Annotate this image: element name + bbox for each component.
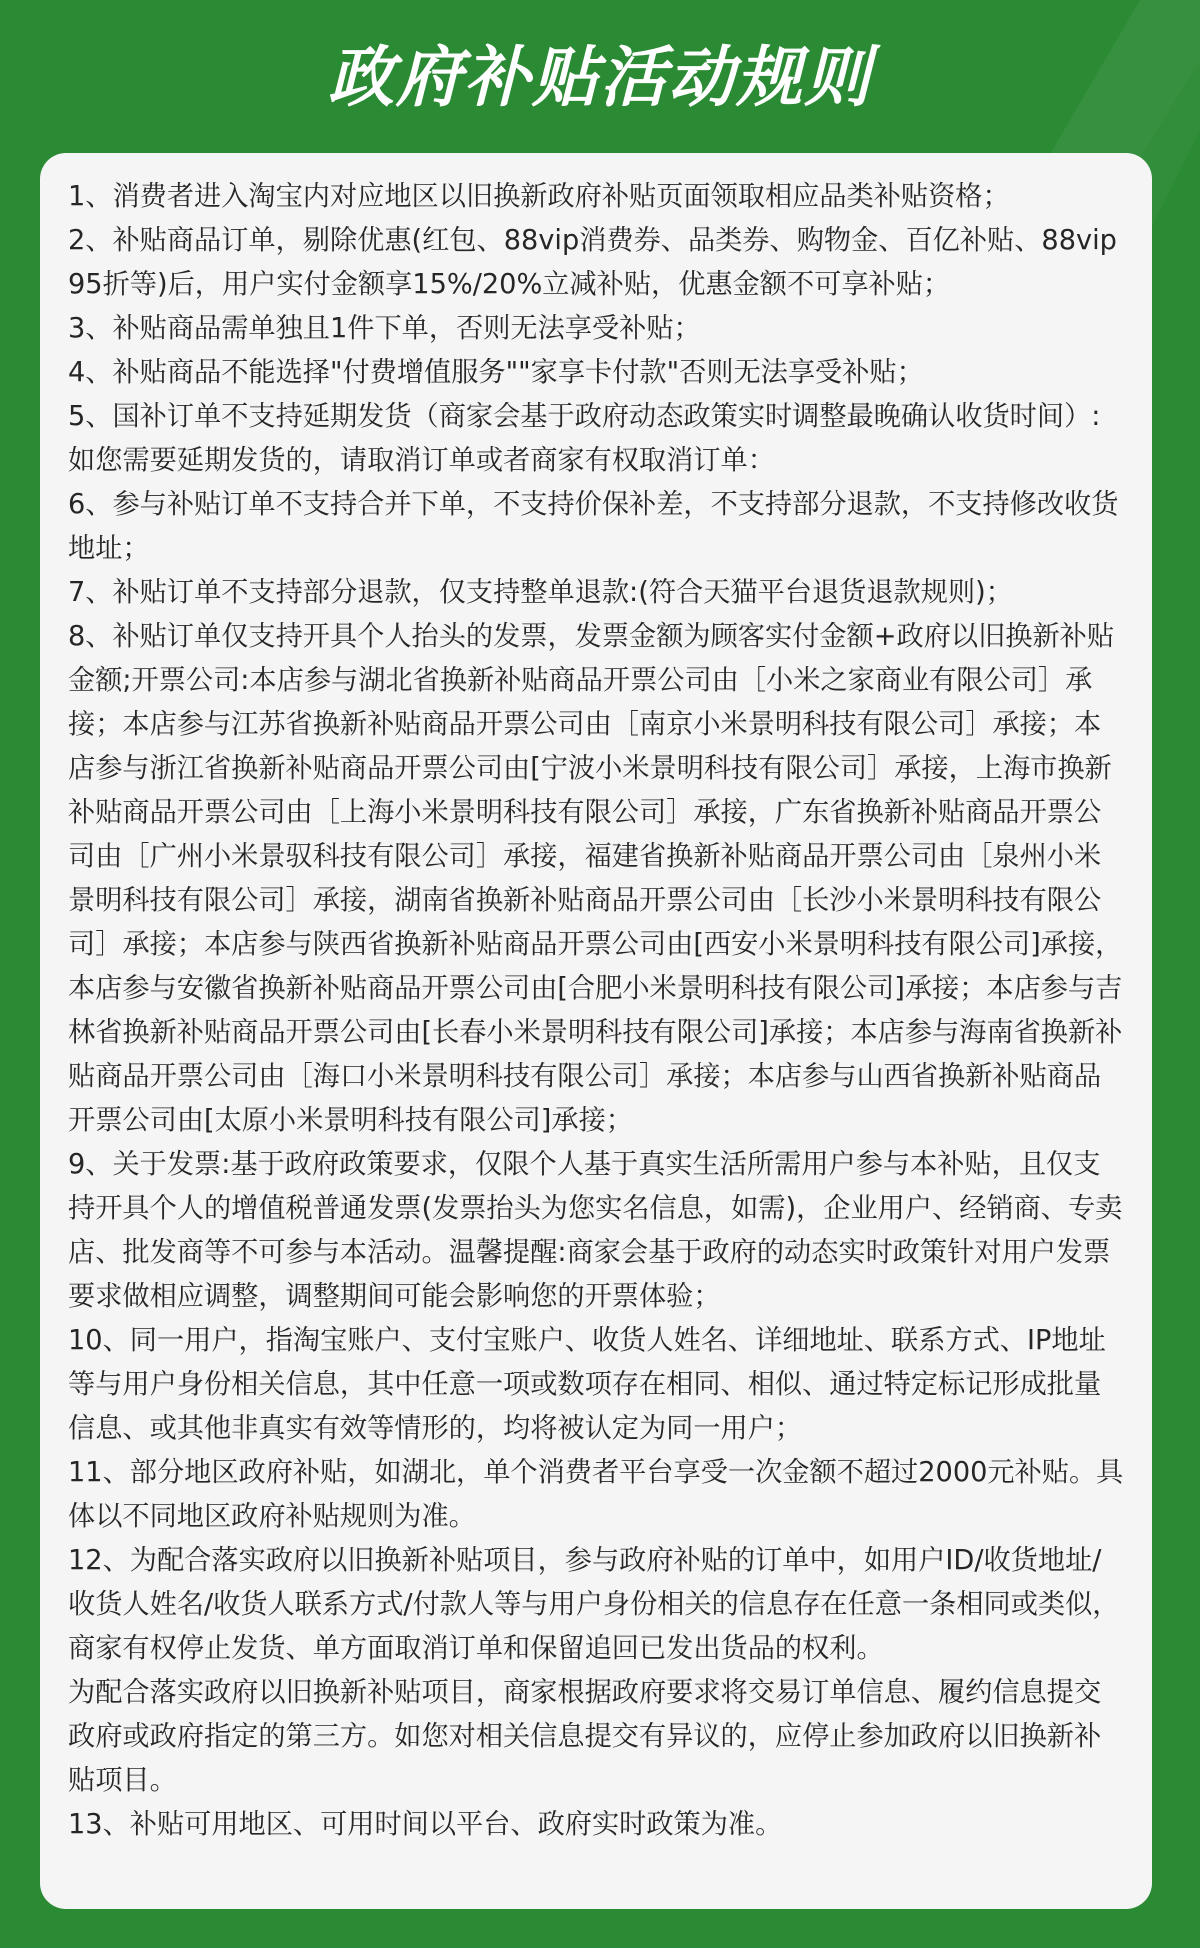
- rule-item: 6、参与补贴订单不支持合并下单，不支持价保补差，不支持部分退款，不支持修改收货地址；: [68, 489, 1119, 564]
- rule-item: 8、补贴订单仅支持开具个人抬头的发票，发票金额为顾客实付金额+政府以旧换新补贴金额;开票公司:本店参与湖北省换新补贴商品开票公司由［小米之家商业有限公司］承接；本店参与江苏省换新补贴商品开票公司由［南京小米景明科技有限公司］承接；本店参与浙江省换新补贴商品开票公司由[宁波小米景明科技有限公司］承接，上海市换新补贴商品开票公司由［上海小米景明科技有限公司］承接，广东省换新补贴商品开票公司由［广州小米景驭科技有限公司］承接，福建省换新补贴商品开票公司由［泉州小米景明科技有限公司］承接，湖南省换新补贴商品开票公司由［长沙小米景明科技有限公司］承接；本店参与陕西省换新补贴商品开票公司由[西安小米景明科技有限公司]承接，本店参与安徽省换新补贴商品开票公司由[合肥小米景明科技有限公司]承接；本店参与吉林省换新补贴商品开票公司由[长春小米景明科技有限公司]承接；本店参与海南省换新补贴商品开票公司由［海口小米景明科技有限公司］承接；本店参与山西省换新补贴商品开票公司由[太原小米景明科技有限公司]承接；: [68, 621, 1123, 1136]
- rule-item: 4、补贴商品不能选择"付费增值服务""家享卡付款"否则无法享受补贴；: [68, 357, 924, 388]
- rule-item: 10、同一用户，指淘宝账户、支付宝账户、收货人姓名、详细地址、联系方式、IP地址等与用户身份相关信息，其中任意一项或数项存在相同、相似、通过特定标记形成批量信息、或其他非真实有效等情形的，均将被认定为同一用户；: [68, 1325, 1106, 1444]
- page-title: 政府补贴活动规则: [328, 39, 872, 116]
- rule-item: 7、补贴订单不支持部分退款，仅支持整单退款:(符合天猫平台退货退款规则)；: [68, 577, 1013, 608]
- rule-item: 9、关于发票:基于政府政策要求，仅限个人基于真实生活所需用户参与本补贴，且仅支持开具个人的增值税普通发票(发票抬头为您实名信息，如需)，企业用户、经销商、专卖店、批发商等不可参与本活动。温馨提醒:商家会基于政府的动态实时政策针对用户发票要求做相应调整，调整期间可能会影响您的开票体验；: [68, 1149, 1123, 1312]
- rule-item: 5、国补订单不支持延期发货（商家会基于政府动态政策实时调整最晚确认收货时间）:如您需要延期发货的，请取消订单或者商家有权取消订单：: [68, 401, 1101, 476]
- rule-item: 11、部分地区政府补贴，如湖北，单个消费者平台享受一次金额不超过2000元补贴。具体以不同地区政府补贴规则为准。: [68, 1457, 1124, 1532]
- rule-item: 13、补贴可用地区、可用时间以平台、政府实时政策为准。: [68, 1809, 783, 1840]
- rule-item: 3、补贴商品需单独且1件下单，否则无法享受补贴；: [68, 313, 701, 344]
- rules-card: [40, 153, 1152, 1909]
- rules-list: [68, 175, 1124, 1847]
- rule-item: 12、为配合落实政府以旧换新补贴项目，参与政府补贴的订单中，如用户ID/收货地址/收货人姓名/收货人联系方式/付款人等与用户身份相关的信息存在任意一条相同或类似，商家有权停止发货、单方面取消订单和保留追回已发出货品的权利。: [68, 1545, 1120, 1664]
- rule-item: 2、补贴商品订单，剔除优惠(红包、88vip消费券、品类券、购物金、百亿补贴、88vip95折等)后，用户实付金额享15%/20%立减补贴，优惠金额不可享补贴；: [68, 225, 1117, 300]
- rule-item: 1、消费者进入淘宝内对应地区以旧换新政府补贴页面领取相应品类补贴资格；: [68, 181, 1010, 212]
- rule-item: 为配合落实政府以旧换新补贴项目，商家根据政府要求将交易订单信息、履约信息提交政府或政府指定的第三方。如您对相关信息提交有异议的，应停止参加政府以旧换新补贴项目。: [68, 1677, 1102, 1796]
